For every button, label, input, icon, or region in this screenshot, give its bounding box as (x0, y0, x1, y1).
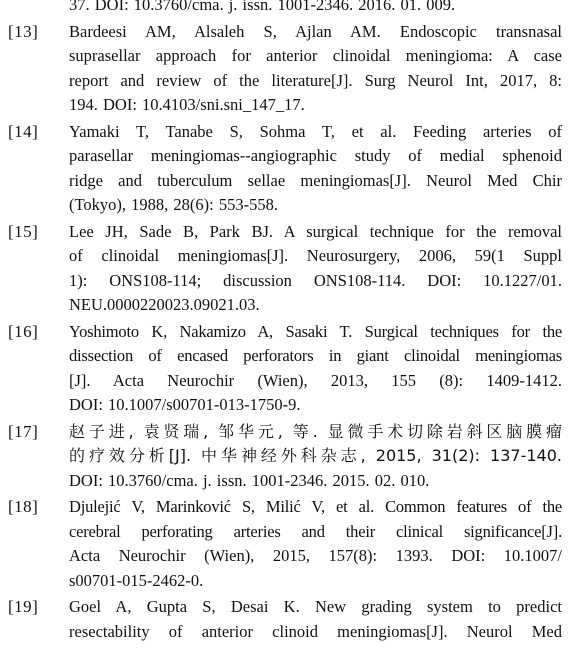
reference-number: [15] (8, 221, 39, 241)
reference-line: suprasellar approach for anterior clinoidal meningioma: A case (69, 46, 562, 65)
reference-line: dissection of encased perforators in giant clinoidal meningiomas (69, 346, 562, 365)
reference-item (0, 320, 574, 418)
reference-line: Acta Neurochir (Wien), 2015, 157(8): 1393. DOI: 10.1007/ (69, 546, 562, 565)
reference-line: resectability of anterior clinoid meningiomas[J]. Neurol Med (69, 621, 562, 641)
reference-item (0, 120, 574, 218)
reference-number: [19] (8, 597, 39, 616)
reference-line: s00701-015-2462-0. (69, 570, 204, 590)
reference-line: Goel A, Gupta S, Desai K. New grading system to predict (69, 597, 562, 616)
reference-line: DOI: 10.3760/cma. j. issn. 1001-2346. 2015. 02. 010. (69, 470, 430, 490)
reference-item (0, 495, 574, 593)
reference-line: ridge and tuberculum sellae meningiomas[J]. Neurol Med Chir (69, 170, 562, 190)
reference-number: [18] (8, 497, 39, 516)
reference-item (0, 220, 574, 318)
reference-line: Lee JH, Sade B, Park BJ. A surgical technique for the removal (69, 221, 562, 241)
reference-line: of clinoidal meningiomas[J]. Neurosurgery, 2006, 59(1 Suppl (69, 246, 562, 265)
reference-item (0, 20, 574, 118)
reference-line: 的疗效分析[J]. 中华神经外科杂志, 2015, 31(2): 137-140. (69, 446, 562, 465)
reference-line: 37. DOI: 10.3760/cma. j. issn. 1001-2346. 2016. 01. 009. (69, 0, 456, 14)
reference-line: report and review of the literature[J]. Surg Neurol Int, 2017, 8: (69, 70, 562, 90)
reference-number: [13] (8, 21, 39, 41)
reference-item (0, 595, 574, 644)
reference-line: 194. DOI: 10.4103/sni.sni_147_17. (69, 95, 305, 114)
reference-number: [16] (8, 321, 39, 341)
reference-number: [17] (8, 421, 39, 441)
reference-number: [14] (8, 121, 39, 141)
reference-line: Djulejić V, Marinković S, Milić V, et al. Common features of the (69, 497, 562, 516)
reference-line: DOI: 10.1007/s00701-013-1750-9. (69, 395, 301, 414)
reference-line: parasellar meningiomas--angiographic study of medial sphenoid (69, 146, 562, 165)
reference-line: 1): ONS108-114; discussion ONS108-114. DOI: 10.1227/01. (69, 270, 562, 290)
reference-line: (Tokyo), 1988, 28(6): 553-558. (69, 195, 278, 214)
reference-line: [J]. Acta Neurochir (Wien), 2013, 155 (8): 1409-1412. (69, 370, 562, 390)
reference-line: cerebral perforating arteries and their clinical significance[J]. (69, 521, 562, 541)
reference-line: Bardeesi AM, Alsaleh S, Ajlan AM. Endoscopic transnasal (69, 21, 562, 41)
reference-line: Yoshimoto K, Nakamizo A, Sasaki T. Surgical techniques for the (69, 321, 562, 341)
reference-item (0, 420, 574, 494)
reference-line: Yamaki T, Tanabe S, Sohma T, et al. Feeding arteries of (69, 121, 562, 141)
reference-line: NEU.0000220023.09021.03. (69, 295, 260, 314)
reference-item (0, 0, 574, 18)
reference-line: 赵子进, 袁贤瑞, 邹华元, 等. 显微手术切除岩斜区脑膜瘤 (69, 421, 562, 441)
